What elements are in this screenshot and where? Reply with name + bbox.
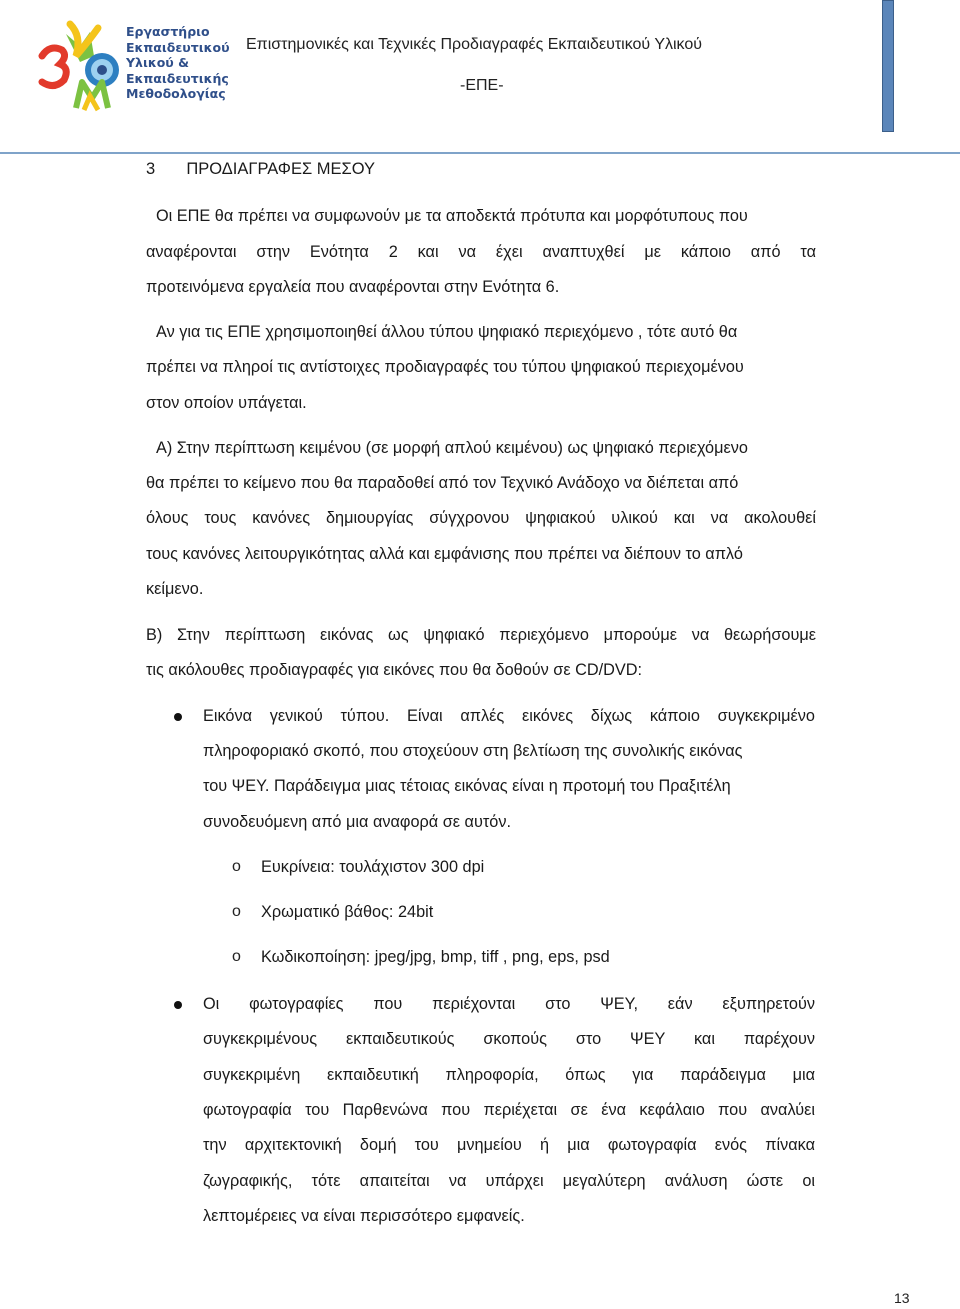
paragraph-line: αναφέρονται στην Ενότητα 2 και να έχει αναπτυχθεί με κάποιο από τα (146, 243, 816, 261)
bullet-line: συγκεκριμένους εκπαιδευτικούς σκοπούς στο ΨΕΥ και παρέχουν (203, 1030, 815, 1048)
paragraph-line: τις ακόλουθες προδιαγραφές για εικόνες που θα δοθούν σε CD/DVD: (146, 661, 643, 679)
bullet-line: την αρχιτεκτονική δομή του μνημείου ή μια φωτογραφία ενός πίνακα (203, 1136, 815, 1154)
logo-wordmark (126, 24, 230, 102)
paragraph-line: Αν για τις ΕΠΕ χρησιμοποιηθεί άλλου τύπου ψηφιακό περιεχόμενο , τότε αυτό θα (156, 323, 738, 341)
paragraph-line: θα πρέπει το κείμενο που θα παραδοθεί από τον Τεχνικό Ανάδοχο να διέπεται από (146, 474, 739, 492)
section-number: 3 (146, 160, 156, 178)
section-heading (146, 160, 816, 179)
bullet-line: συγκεκριμένη εκπαιδευτική πληροφορία, όπως για παράδειγμα μια (203, 1066, 815, 1084)
paragraph-line: Οι ΕΠΕ θα πρέπει να συμφωνούν με τα αποδεκτά πρότυπα και μορφότυπους που (156, 207, 748, 225)
paragraph-line: κείμενο. (146, 580, 204, 598)
bullet-line: πληροφοριακό σκοπό, που στοχεύουν στη βελτίωση της συνολικής εικόνας (203, 742, 743, 760)
logo-line: Υλικού & (126, 55, 189, 70)
header-subtitle: -ΕΠΕ- (460, 77, 504, 94)
page-number: 13 (894, 1290, 910, 1306)
paragraph-line: όλους τους κανόνες δημιουργίας σύγχρονου ψηφιακού υλικού και να ακολουθεί (146, 509, 816, 527)
paragraph-line: Α) Στην περίπτωση κειμένου (σε μορφή απλού κειμένου) ως ψηφιακό περιεχόμενο (156, 439, 748, 457)
bullet-line: συνοδευόμενη από μια αναφορά σε αυτόν. (203, 813, 512, 831)
logo-line: Εκπαιδευτικού (126, 39, 230, 55)
bullet-line: φωτογραφία του Παρθενώνα που περιέχεται σε ένα κεφάλαιο που αναλύει (203, 1101, 815, 1119)
sub-bullet-text: Κωδικοποίηση: jpeg/jpg, bmp, tiff , png, eps, psd (261, 948, 610, 966)
section-title: ΠΡΟΔΙΑΓΡΑΦΕΣ ΜΕΣΟΥ (186, 160, 376, 178)
bullet-line: Εικόνα γενικού τύπου. Είναι απλές εικόνες δίχως κάποιο συγκεκριμένο (203, 707, 815, 725)
logo-line: Εκπαιδευτικής (126, 70, 229, 86)
page-header (0, 0, 960, 156)
bullet-line: ζωγραφικής, τότε απαιτείται να υπάρχει μεγαλύτερη ανάλυση ώστε οι (203, 1172, 815, 1190)
header-title: Επιστημονικές και Τεχνικές Προδιαγραφές Εκπαιδευτικού Υλικού (246, 36, 702, 53)
sub-bullet-text: Χρωματικό βάθος: 24bit (261, 903, 434, 921)
paragraph-line: Β) Στην περίπτωση εικόνας ως ψηφιακό περιεχόμενο μπορούμε να θεωρήσουμε (146, 626, 816, 644)
paragraph-line: τους κανόνες λειτουργικότητας αλλά και εμφάνισης που πρέπει να διέπουν το απλό (146, 545, 743, 563)
logo-line: Εργαστήριο (126, 24, 210, 39)
sub-bullet-marker: o (232, 903, 241, 920)
logo-line: Μεθοδολογίας (126, 86, 226, 101)
bullet-icon (174, 713, 182, 721)
sub-bullet-text: Ευκρίνεια: τουλάχιστον 300 dpi (261, 858, 485, 876)
header-accent-bar (882, 0, 894, 132)
bullet-icon (174, 1001, 182, 1009)
paragraph-line: προτεινόμενα εργαλεία που αναφέρονται στην Ενότητα 6. (146, 278, 560, 296)
paragraph-line: στον οποίον υπάγεται. (146, 394, 307, 412)
sub-bullet-marker: o (232, 948, 241, 965)
header-divider (0, 152, 960, 154)
bullet-line: του ΨΕΥ. Παράδειγμα μιας τέτοιας εικόνας είναι η προτομή του Πραξιτέλη (203, 777, 731, 795)
bullet-line: Οι φωτογραφίες που περιέχονται στο ΨΕΥ, εάν εξυπηρετούν (203, 995, 815, 1013)
sub-bullet-marker: o (232, 858, 241, 875)
paragraph-line: πρέπει να πληροί τις αντίστοιχες προδιαγραφές του τύπου ψηφιακού περιεχομένου (146, 358, 744, 376)
bullet-line: λεπτομέρειες να είναι περισσότερο εμφανείς. (203, 1207, 525, 1225)
